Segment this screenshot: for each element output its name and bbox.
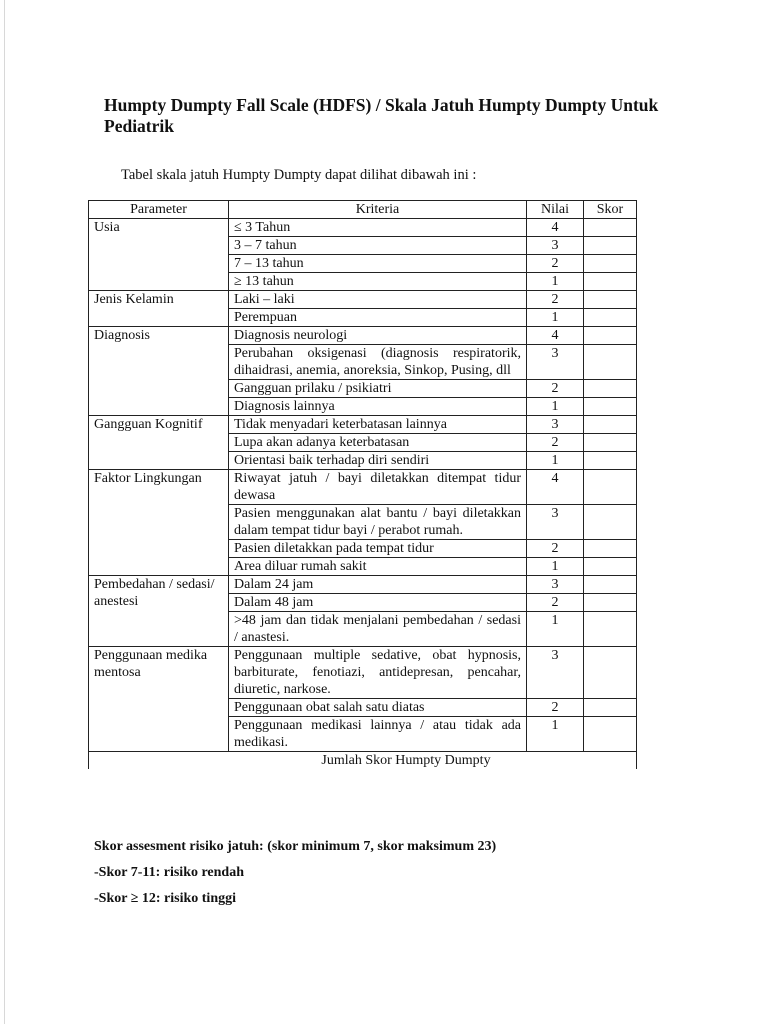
kriteria-cell: Diagnosis neurologi (229, 327, 527, 345)
nilai-cell: 3 (527, 576, 584, 594)
header-kriteria: Kriteria (229, 201, 527, 219)
kriteria-cell: >48 jam dan tidak menjalani pembedahan / sedasi / anastesi. (229, 612, 527, 647)
table-row (89, 291, 637, 309)
nilai-cell: 1 (527, 717, 584, 752)
nilai-cell: 1 (527, 309, 584, 327)
nilai-cell: 1 (527, 612, 584, 647)
skor-cell (584, 380, 637, 398)
kriteria-cell: Pasien menggunakan alat bantu / bayi diletakkan dalam tempat tidur bayi / perabot rumah. (229, 505, 527, 540)
score-range-note: Skor assesment risiko jatuh: (skor minimum 7, skor maksimum 23) (94, 839, 497, 854)
skor-cell (584, 345, 637, 380)
low-risk-note: -Skor 7-11: risiko rendah (94, 865, 245, 880)
total-score-cell (584, 752, 637, 770)
kriteria-cell: Dalam 48 jam (229, 594, 527, 612)
kriteria-cell: Laki – laki (229, 291, 527, 309)
kriteria-cell: Tidak menyadari keterbatasan lainnya (229, 416, 527, 434)
skor-cell (584, 219, 637, 237)
parameter-cell: Usia (89, 219, 229, 291)
parameter-cell: Jenis Kelamin (89, 291, 229, 327)
skor-cell (584, 470, 637, 505)
hdfs-table (88, 200, 637, 769)
skor-cell (584, 273, 637, 291)
high-risk-note: -Skor ≥ 12: risiko tinggi (94, 891, 236, 906)
skor-cell (584, 699, 637, 717)
header-parameter: Parameter (89, 201, 229, 219)
parameter-cell: Gangguan Kognitif (89, 416, 229, 470)
total-row (89, 752, 637, 770)
skor-cell (584, 434, 637, 452)
nilai-cell: 3 (527, 237, 584, 255)
score-notes (94, 838, 496, 916)
skor-cell (584, 576, 637, 594)
table-header-row (89, 201, 637, 219)
nilai-cell: 2 (527, 699, 584, 717)
table-row (89, 327, 637, 345)
skor-cell (584, 327, 637, 345)
skor-cell (584, 452, 637, 470)
parameter-cell: Pembedahan / sedasi/ anestesi (89, 576, 229, 647)
nilai-cell: 2 (527, 594, 584, 612)
skor-cell (584, 717, 637, 752)
parameter-cell: Penggunaan medika mentosa (89, 647, 229, 752)
kriteria-cell: Riwayat jatuh / bayi diletakkan ditempat tidur dewasa (229, 470, 527, 505)
kriteria-cell: Penggunaan medikasi lainnya / atau tidak ada medikasi. (229, 717, 527, 752)
table-row (89, 416, 637, 434)
skor-cell (584, 647, 637, 699)
skor-cell (584, 612, 637, 647)
nilai-cell: 4 (527, 470, 584, 505)
nilai-cell: 1 (527, 558, 584, 576)
nilai-cell: 1 (527, 398, 584, 416)
nilai-cell: 2 (527, 540, 584, 558)
table-body (89, 219, 637, 770)
kriteria-cell: 7 – 13 tahun (229, 255, 527, 273)
document-title: Humpty Dumpty Fall Scale (HDFS) / Skala Jatuh Humpty Dumpty Untuk Pediatrik (104, 95, 659, 136)
intro-text: Tabel skala jatuh Humpty Dumpty dapat dilihat dibawah ini : (121, 167, 477, 183)
nilai-cell: 2 (527, 291, 584, 309)
nilai-cell: 2 (527, 255, 584, 273)
nilai-cell: 3 (527, 345, 584, 380)
skor-cell (584, 558, 637, 576)
table-row (89, 219, 637, 237)
kriteria-cell: ≥ 13 tahun (229, 273, 527, 291)
header-skor: Skor (584, 201, 637, 219)
table-row (89, 576, 637, 594)
kriteria-cell: Lupa akan adanya keterbatasan (229, 434, 527, 452)
kriteria-cell: ≤ 3 Tahun (229, 219, 527, 237)
header-nilai: Nilai (527, 201, 584, 219)
skor-cell (584, 255, 637, 273)
kriteria-cell: Dalam 24 jam (229, 576, 527, 594)
page-edge (4, 0, 5, 1024)
skor-cell (584, 594, 637, 612)
kriteria-cell: Area diluar rumah sakit (229, 558, 527, 576)
skor-cell (584, 309, 637, 327)
nilai-cell: 4 (527, 327, 584, 345)
kriteria-cell: 3 – 7 tahun (229, 237, 527, 255)
nilai-cell: 3 (527, 416, 584, 434)
kriteria-cell: Penggunaan multiple sedative, obat hypnosis, barbiturate, fenotiazi, antidepresan, pencahar, diuretic, narkose. (229, 647, 527, 699)
total-blank-cell (89, 752, 229, 770)
kriteria-cell: Gangguan prilaku / psikiatri (229, 380, 527, 398)
skor-cell (584, 505, 637, 540)
kriteria-cell: Penggunaan obat salah satu diatas (229, 699, 527, 717)
skor-cell (584, 291, 637, 309)
parameter-cell: Faktor Lingkungan (89, 470, 229, 576)
parameter-cell: Diagnosis (89, 327, 229, 416)
skor-cell (584, 540, 637, 558)
kriteria-cell: Perempuan (229, 309, 527, 327)
nilai-cell: 1 (527, 273, 584, 291)
table-row (89, 470, 637, 505)
skor-cell (584, 398, 637, 416)
nilai-cell: 3 (527, 647, 584, 699)
nilai-cell: 2 (527, 434, 584, 452)
skor-cell (584, 416, 637, 434)
kriteria-cell: Diagnosis lainnya (229, 398, 527, 416)
skor-cell (584, 237, 637, 255)
nilai-cell: 4 (527, 219, 584, 237)
kriteria-cell: Pasien diletakkan pada tempat tidur (229, 540, 527, 558)
nilai-cell: 3 (527, 505, 584, 540)
nilai-cell: 2 (527, 380, 584, 398)
kriteria-cell: Orientasi baik terhadap diri sendiri (229, 452, 527, 470)
kriteria-cell: Perubahan oksigenasi (diagnosis respiratorik, dihaidrasi, anemia, anoreksia, Sinkop, Pusing, dll (229, 345, 527, 380)
table-row (89, 647, 637, 699)
nilai-cell: 1 (527, 452, 584, 470)
total-label: Jumlah Skor Humpty Dumpty (229, 752, 584, 770)
